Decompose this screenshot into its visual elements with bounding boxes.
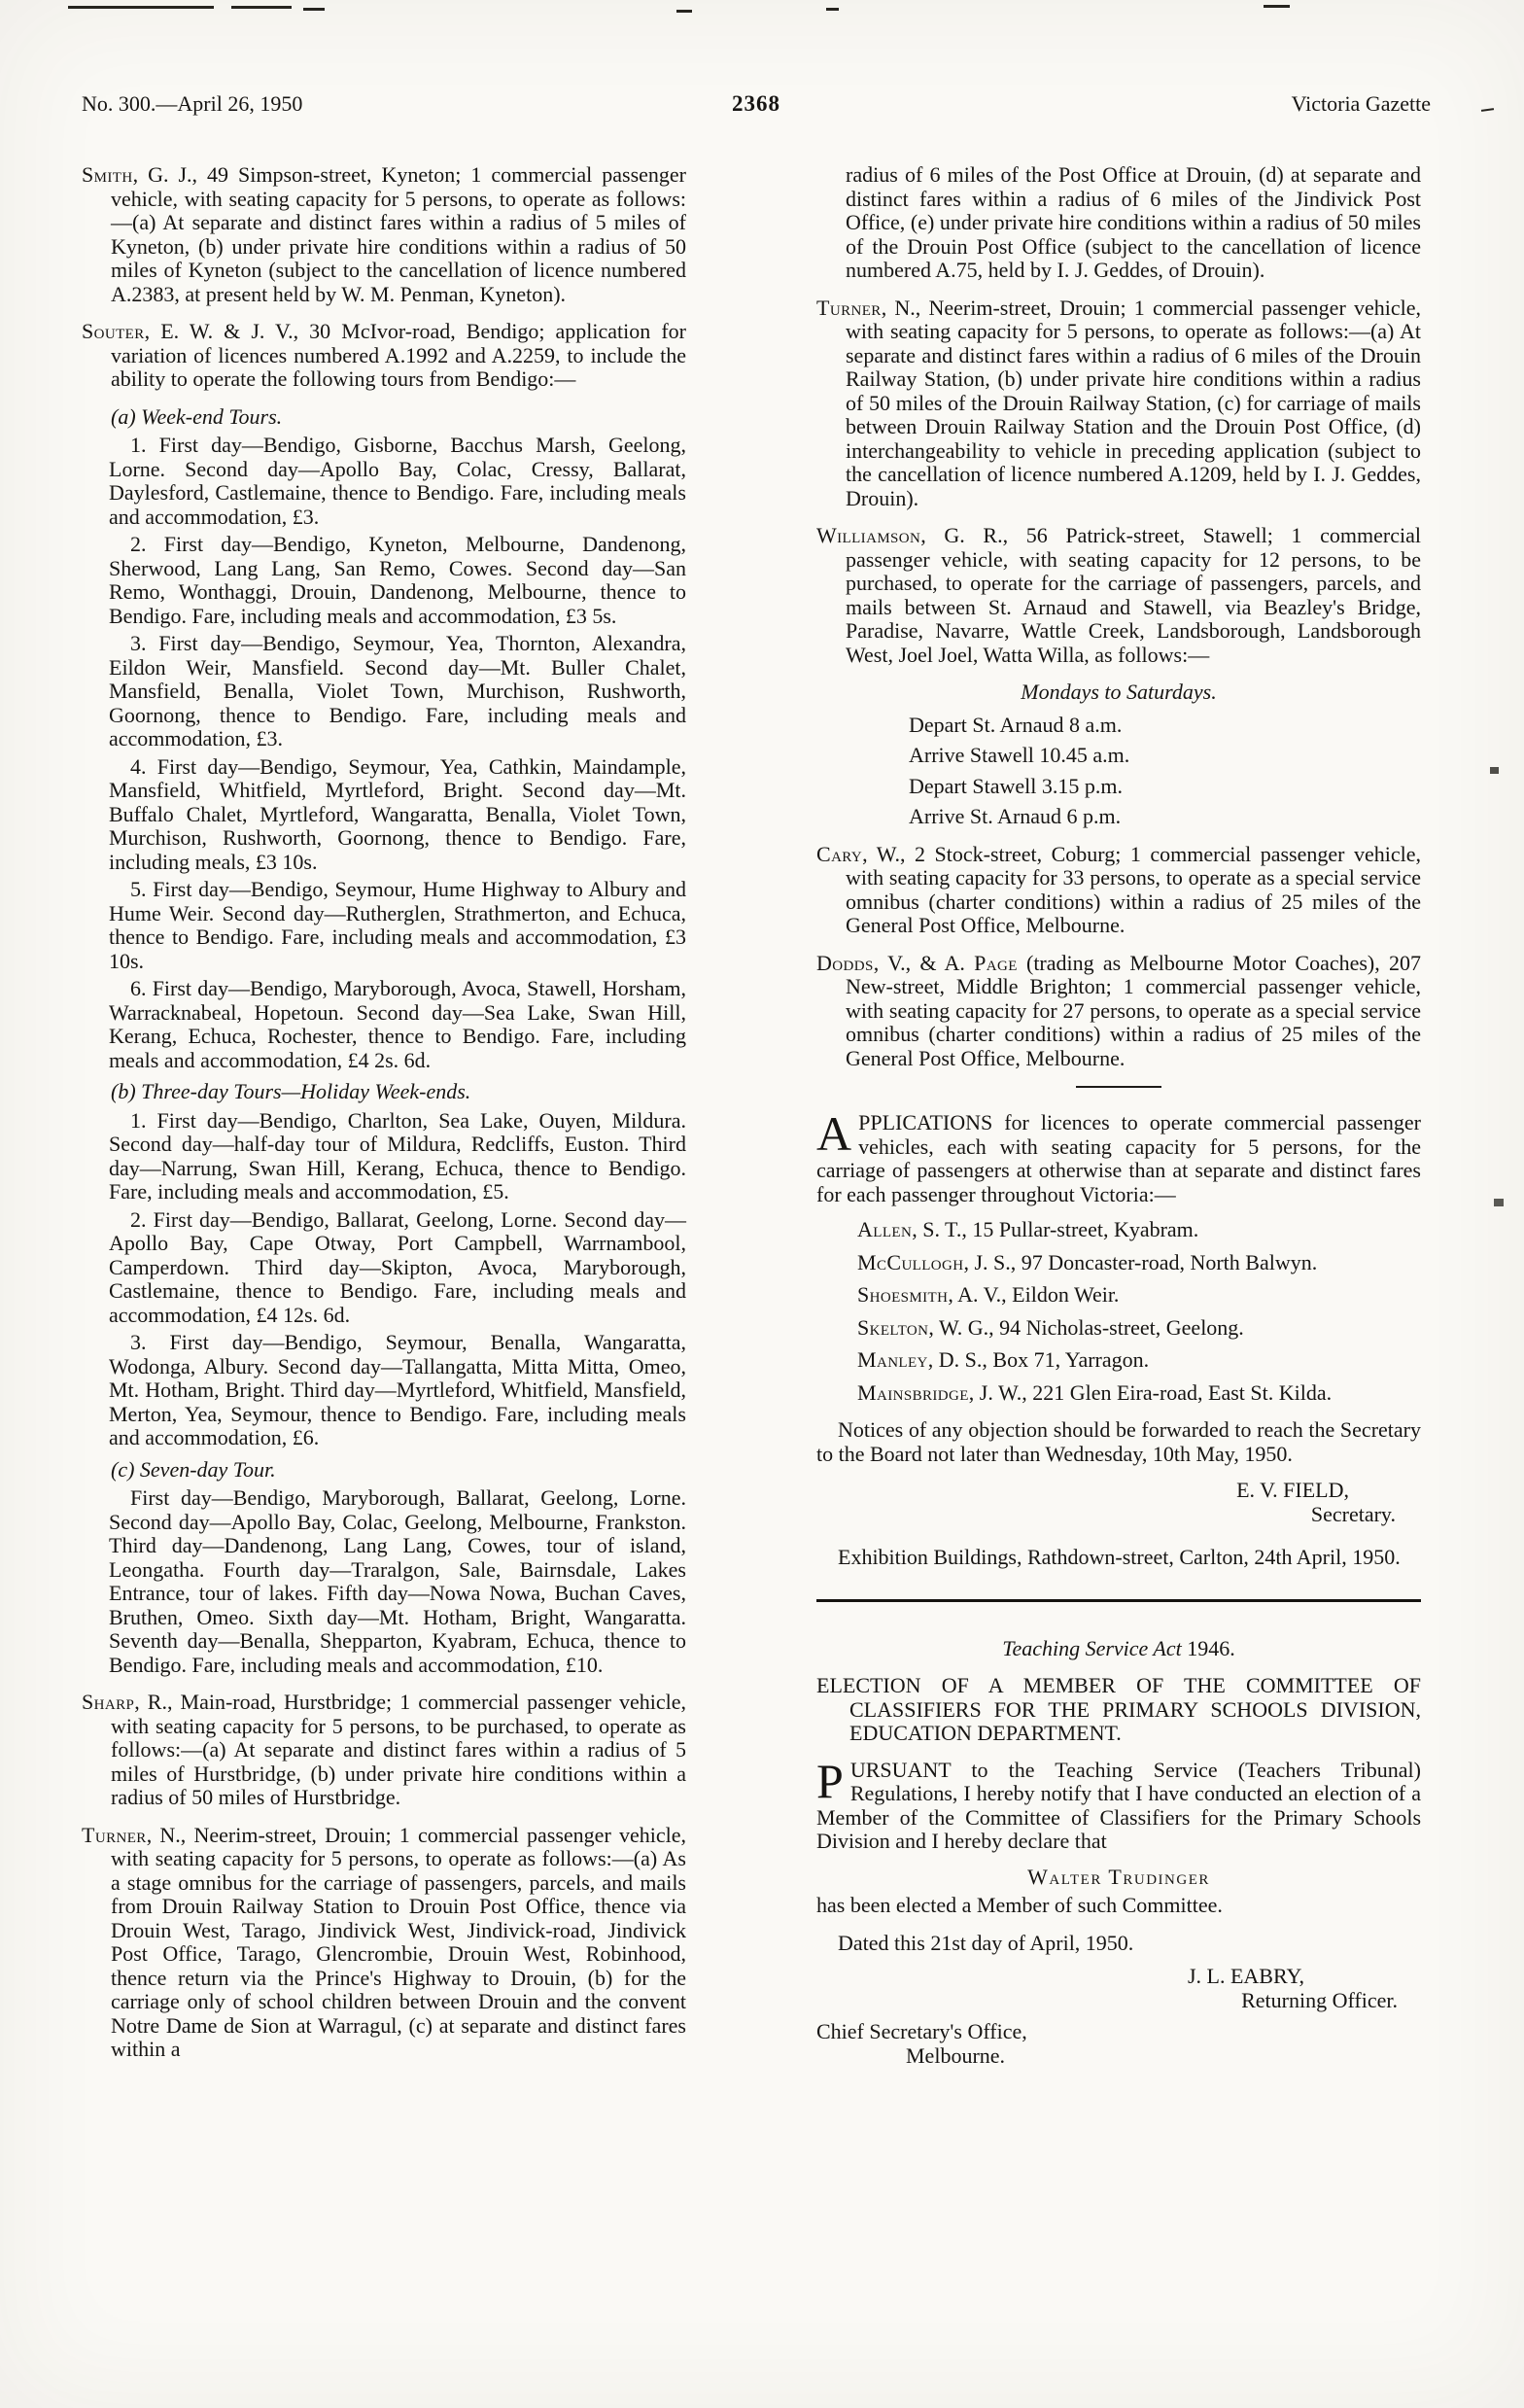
entry-souter — [82, 320, 686, 392]
applicant-address: , W. G., 94 Nicholas-street, Geelong. — [928, 1314, 1244, 1340]
office-address: Chief Secretary's Office, — [816, 2019, 1027, 2043]
section-divider — [1076, 1086, 1161, 1088]
pursuant-text: URSUANT to the Teaching Service (Teachers Tribunal) Regulations, I hereby notify that I have conducted an election of a Member of the Committee of Classifiers for the Primary Schools Division and I hereby declare that — [816, 1757, 1421, 1853]
act-year: 1946. — [1181, 1635, 1235, 1660]
tour-section-heading: (b) Three-day Tours—Holiday Week-ends. — [111, 1079, 471, 1103]
tour-item: 6. First day—Bendigo, Maryborough, Avoca, Stawell, Horsham, Warracknabeal, Hopetoun. Second day—Sea Lake, Swan Hill, Kerang, Echuca, Rochester, thence to Bendigo. Fare, including meals and accommodation, £4 2s. 6d. — [109, 976, 686, 1072]
entry-text: , W., 2 Stock-street, Coburg; 1 commercial passenger vehicle, with seating capacity for 33 persons, to operate as a special service omnibus (charter conditions) within a radius of 25 miles of the General Post Office, Melbourne. — [846, 841, 1421, 937]
right-column — [816, 163, 1421, 2068]
applicant-address: , A. V., Eildon Weir. — [948, 1282, 1120, 1307]
office-address: Melbourne. — [906, 2042, 1006, 2068]
timetable-row: Arrive Stawell 10.45 a.m. — [909, 743, 1130, 767]
applicant-address: , S. T., 15 Pullar-street, Kyabram. — [912, 1217, 1199, 1241]
applicant-line — [857, 1381, 1421, 1406]
objection-notice: Notices of any objection should be forwarded to reach the Secretary to the Board not later than Wednesday, 10th May, 1950. — [816, 1417, 1421, 1466]
applicant-name: Manley — [857, 1347, 928, 1372]
signature-title: Secretary. — [1310, 1501, 1396, 1526]
tour-item: 1. First day—Bendigo, Gisborne, Bacchus Marsh, Geelong, Lorne. Second day—Apollo Bay, Colac, Cressy, Ballarat, Daylesford, Castlemaine, thence to Bendigo. Fare, including meals and accommodation, £3. — [109, 433, 686, 529]
timetable-row: Arrive St. Arnaud 6 p.m. — [909, 804, 1122, 828]
publication-title: Victoria Gazette — [1291, 91, 1431, 116]
entry-text: , G. R., 56 Patrick-street, Stawell; 1 commercial passenger vehicle, with seating capacity for 12 persons, to be purchased, to operate for the carriage of passengers, parcels, and mails between St. Arnaud and Stawell, via Beazley's Bridge, Paradise, Navarre, Wattle Creek, Landsborough, Landsborough West, Joel Joel, Watta Willa, as follows:— — [846, 523, 1421, 667]
entry-turner-1-continued: radius of 6 miles of the Post Office at Drouin, (d) at separate and distinct fares within a radius of 6 miles of the Jindivick Post Office, (e) under private hire conditions within a radius of 50 miles of the Drouin Post Office (subject to the cancellation of licence numbered A.75, held by I. J. Geddes, of Drouin). — [846, 162, 1421, 282]
applicant-line — [857, 1251, 1421, 1275]
applicant-name: Allen — [857, 1217, 913, 1241]
tour-item: 4. First day—Bendigo, Seymour, Yea, Cathkin, Maindample, Mansfield, Whitfield, Myrtleford, Bright. Second day—Mt. Buffalo Chalet, Myrtleford, Wangaratta, Benalla, Violet Town, Murchison, Rushworth, Goornong, thence to Bendigo. Fare, including meals, £3 10s. — [109, 753, 686, 874]
applicant-name: Shoesmith — [857, 1282, 949, 1307]
drop-cap: A — [816, 1106, 852, 1161]
scan-artifact — [68, 6, 214, 9]
applications-text: PPLICATIONS for licences to operate commercial passenger vehicles, each with seating capacity for 5 persons, for the carriage of passengers at otherwise than at separate and distinct fares for each passenger throughout Victoria:— — [816, 1110, 1421, 1206]
tour-item: 3. First day—Bendigo, Seymour, Yea, Thornton, Alexandra, Eildon Weir, Mansfield. Second day—Mt. Buller Chalet, Mansfield, Benalla, Violet Town, Murchison, Rushworth, Goornong, thence to Bendigo. Fare, including meals and accommodation, £3. — [109, 631, 686, 750]
applicant-name: Dodds — [816, 950, 874, 975]
applicant-name: Sharp — [82, 1690, 135, 1714]
applicant-line — [857, 1283, 1421, 1308]
timetable-heading: Mondays to Saturdays. — [1021, 680, 1217, 704]
left-column — [82, 163, 686, 2076]
entry-dodds — [816, 952, 1421, 1071]
section-divider — [816, 1599, 1421, 1602]
signature-name: E. V. FIELD, — [1236, 1478, 1349, 1502]
entry-smith — [82, 163, 686, 306]
signature-name: J. L. EABRY, — [1187, 1964, 1304, 1988]
dateline: Exhibition Buildings, Rathdown-street, Carlton, 24th April, 1950. — [838, 1545, 1401, 1569]
scan-artifact — [826, 8, 839, 11]
applicant-name: McCullogh — [857, 1249, 964, 1274]
timetable-row: Depart Stawell 3.15 p.m. — [909, 773, 1123, 798]
applicant-address: , J. S., 97 Doncaster-road, North Balwyn. — [963, 1249, 1318, 1274]
scan-artifact — [303, 8, 325, 11]
scan-artifact — [1494, 1199, 1504, 1206]
tour-item: 2. First day—Bendigo, Ballarat, Geelong, Lorne. Second day—Apollo Bay, Cape Otway, Port Campbell, Warrnambool, Camperdown. Third day—Skipton, Avoca, Maryborough, Castlemaine, thence to Bendigo. Fare, including meals and accommodation, £4 12s. 6d. — [109, 1206, 686, 1327]
applicant-name: Turner — [82, 1822, 147, 1847]
entry-turner-2 — [816, 297, 1421, 511]
applicant-name: Smith — [82, 162, 133, 187]
page-number: 2368 — [732, 91, 780, 116]
act-title — [816, 1637, 1421, 1661]
entry-turner-1 — [82, 1824, 686, 2062]
applicant-address: , D. S., Box 71, Yarragon. — [927, 1347, 1150, 1372]
applicant-name: Skelton — [857, 1314, 929, 1340]
tour-item: 2. First day—Bendigo, Kyneton, Melbourne, Dandenong, Sherwood, Lang Lang, San Remo, Cowes. Second day—San Remo, Wonthaggi, Drouin, Dandenong, Melbourne, thence to Bendigo. Fare, including meals and accommodation, £3 5s. — [109, 532, 686, 628]
entry-sharp — [82, 1691, 686, 1810]
entry-text: , E. W. & J. V., 30 McIvor-road, Bendigo; application for variation of licences numbered A.1992 and A.2259, to include the ability to operate the following tours from Bendigo:— — [111, 319, 686, 391]
scan-artifact — [1490, 767, 1499, 774]
entry-text: , N., Neerim-street, Drouin; 1 commercial passenger vehicle, with seating capacity for 5 persons, to operate as follows:—(a) At separate and distinct fares within a radius of 6 miles of the Drouin Railway Station, (b) under private hire conditions within a radius of 50 miles of the Drouin Railway Station, (c) for carriage of mails between Drouin Railway Station and the Drouin Post Office, (d) interchangeability to vehicle in preceding application (subject to the cancellation of licence numbered A.1209, held by I. J. Geddes, Drouin). — [846, 295, 1421, 510]
entry-text: , N., Neerim-street, Drouin; 1 commercial passenger vehicle, with seating capacity for 5 persons, to operate as follows:—(a) As a stage omnibus for the carriage of passengers, parcels, and mails from Drouin Railway Station to Drouin Post Office, thence via Drouin West, Tarago, Jindivick West, Jindivick-road, Jindivick Post Office, Tarago, Glencrombie, Drouin West, Robinhood, thence return via the Prince's Highway to Drouin, (b) for the carriage only of school children between Drouin and the convent Notre Dame de Sion at Warragul, (c) at separate and distinct fares within a — [111, 1822, 686, 2061]
applicant-name: Turner — [816, 295, 882, 320]
tour-item: 5. First day—Bendigo, Seymour, Hume Highway to Albury and Hume Weir. Second day—Rutherglen, Strathmerton, and Echuca, thence to Bendigo. Fare, including meals and accommodation, £3 10s. — [109, 877, 686, 973]
issue-date: No. 300.—April 26, 1950 — [82, 91, 303, 116]
applicant-name: Williamson — [816, 523, 921, 547]
tour-section-heading: (a) Week-end Tours. — [111, 403, 283, 429]
applicant-line — [857, 1316, 1421, 1341]
applications-intro — [816, 1106, 1421, 1206]
drop-cap: P — [816, 1753, 844, 1808]
entry-williamson — [816, 524, 1421, 667]
act-title-italic: Teaching Service Act — [1002, 1635, 1182, 1660]
applicant-name: Page — [974, 950, 1018, 975]
applicant-line — [857, 1348, 1421, 1373]
scan-artifact — [676, 10, 692, 13]
applicant-name: Souter — [82, 319, 145, 343]
entry-text: (trading as Melbourne Motor Coaches), 207 New-street, Middle Brighton; 1 commercial passenger vehicle, with seating capacity for 27 persons, to operate as a special service omnibus (charter conditions) within a radius of 25 miles of the General Post Office, Melbourne. — [846, 950, 1421, 1070]
entry-text: , V., & A. — [873, 950, 975, 975]
pursuant-paragraph — [816, 1753, 1421, 1854]
scan-artifact — [1481, 108, 1494, 112]
entry-text: , G. J., 49 Simpson-street, Kyneton; 1 commercial passenger vehicle, with seating capacity for 5 persons, to operate as follows:—(a) At separate and distinct fares within a radius of 5 miles of Kyneton, (b) under private hire conditions within a radius of 50 miles of Kyneton (subject to the cancellation of licence numbered A.2383, at present held by W. M. Penman, Kyneton). — [111, 162, 686, 306]
page-header — [82, 91, 1431, 122]
entry-cary — [816, 843, 1421, 938]
entry-text: , R., Main-road, Hurstbridge; 1 commercial passenger vehicle, with seating capacity for 5 persons, to be purchased, to operate as follows:—(a) At separate and distinct fares within a radius of 5 miles of Hurstbridge, (b) under private hire conditions within a radius of 50 miles of Hurstbridge. — [111, 1690, 686, 1809]
applicant-address: , J. W., 221 Glen Eira-road, East St. Kilda. — [968, 1379, 1333, 1405]
election-heading: ELECTION OF A MEMBER OF THE COMMITTEE OF CLASSIFIERS FOR THE PRIMARY SCHOOLS DIVISION, EDUCATION DEPARTMENT. — [816, 1673, 1421, 1745]
scan-artifact — [231, 6, 292, 9]
applicant-line — [857, 1218, 1421, 1242]
tour-item: 1. First day—Bendigo, Charlton, Sea Lake, Ouyen, Mildura. Second day—half-day tour of Mildura, Redcliffs, Euston. Third day—Narrung, Swan Hill, Kerang, Echuca, thence to Bendigo. Fare, including meals and accommodation, £5. — [109, 1107, 686, 1204]
dated-line: Dated this 21st day of April, 1950. — [838, 1930, 1134, 1955]
tour-item: First day—Bendigo, Maryborough, Ballarat, Geelong, Lorne. Second day—Apollo Bay, Colac, Geelong, Melbourne, Frankston. Third day—Dandenong, Lang Lang, Cowes, tour of island, Leongatha. Fourth day—Traralgon, Sale, Bairnsdale, Lakes Entrance, tour of lakes. Fifth day—Nowa Nowa, Buchan Caves, Bruthen, Omeo. Sixth day—Mt. Hotham, Bright, Wangaratta. Seventh day—Benalla, Shepparton, Kyabram, Echuca, thence to Bendigo. Fare, including meals and accommodation, £10. — [109, 1485, 686, 1677]
applicant-name: Cary — [816, 841, 863, 866]
elected-statement: has been elected a Member of such Committee. — [816, 1893, 1223, 1917]
applicant-name: Mainsbridge — [857, 1379, 969, 1405]
tour-item: 3. First day—Bendigo, Seymour, Benalla, Wangaratta, Wodonga, Albury. Second day—Tallangatta, Mitta Mitta, Omeo, Mt. Hotham, Bright. Third day—Myrtleford, Whitfield, Mansfield, Merton, Yea, Seymour, thence to Bendigo. Fare, including meals and accommodation, £6. — [109, 1330, 686, 1449]
elected-member-name: Walter Trudinger — [1027, 1864, 1210, 1889]
scan-artifact — [1264, 5, 1290, 8]
timetable-row: Depart St. Arnaud 8 a.m. — [909, 712, 1123, 737]
tour-section-heading: (c) Seven-day Tour. — [111, 1456, 276, 1482]
signature-title: Returning Officer. — [1241, 1987, 1398, 2012]
